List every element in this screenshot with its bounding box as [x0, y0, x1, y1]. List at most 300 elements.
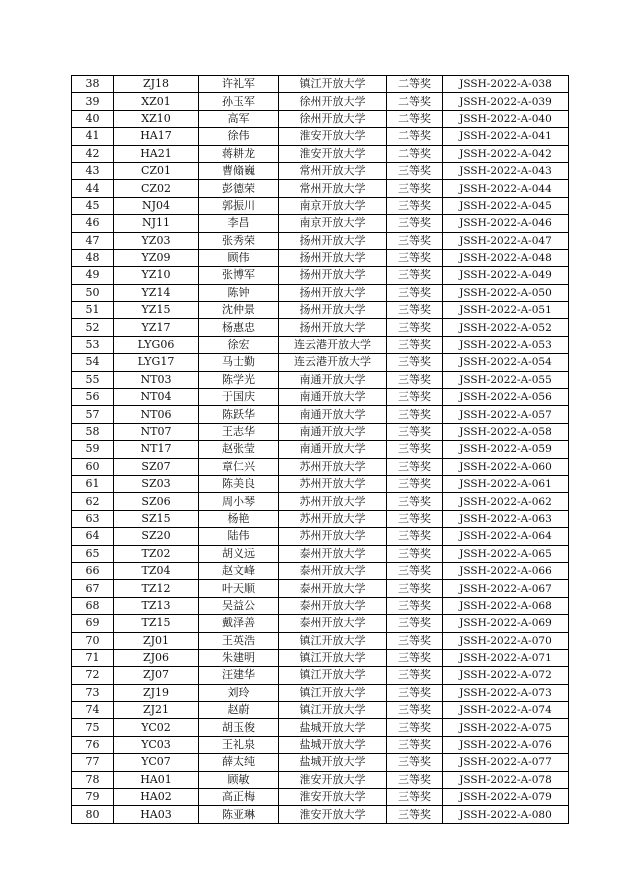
award-level-cell: 三等奖 [387, 771, 443, 788]
row-number-cell: 42 [72, 145, 114, 162]
school-cell: 扬州开放大学 [279, 319, 387, 336]
row-number-cell: 41 [72, 128, 114, 145]
table-row [72, 597, 569, 614]
certificate-number-cell: JSSH-2022-A-040 [443, 110, 569, 127]
participant-name-cell: 刘玲 [199, 684, 279, 701]
participant-code-cell: YZ09 [114, 249, 199, 266]
row-number-cell: 45 [72, 197, 114, 214]
row-number-cell: 46 [72, 215, 114, 232]
row-number-cell: 66 [72, 562, 114, 579]
participant-code-cell: ZJ06 [114, 649, 199, 666]
award-level-cell: 三等奖 [387, 441, 443, 458]
participant-name-cell: 陈亚琳 [199, 806, 279, 823]
school-cell: 泰州开放大学 [279, 580, 387, 597]
award-level-cell: 三等奖 [387, 162, 443, 179]
certificate-number-cell: JSSH-2022-A-066 [443, 562, 569, 579]
award-level-cell: 三等奖 [387, 371, 443, 388]
participant-code-cell: HA03 [114, 806, 199, 823]
table-row [72, 232, 569, 249]
participant-name-cell: 高正梅 [199, 789, 279, 806]
table-row [72, 562, 569, 579]
certificate-number-cell: JSSH-2022-A-059 [443, 441, 569, 458]
participant-name-cell: 王礼泉 [199, 736, 279, 753]
certificate-number-cell: JSSH-2022-A-064 [443, 528, 569, 545]
participant-name-cell: 戴泽善 [199, 615, 279, 632]
certificate-number-cell: JSSH-2022-A-061 [443, 475, 569, 492]
row-number-cell: 77 [72, 754, 114, 771]
participant-name-cell: 叶天顺 [199, 580, 279, 597]
certificate-number-cell: JSSH-2022-A-045 [443, 197, 569, 214]
certificate-number-cell: JSSH-2022-A-058 [443, 423, 569, 440]
school-cell: 镇江开放大学 [279, 649, 387, 666]
award-level-cell: 三等奖 [387, 754, 443, 771]
certificate-number-cell: JSSH-2022-A-060 [443, 458, 569, 475]
participant-name-cell: 于国庆 [199, 389, 279, 406]
award-level-cell: 三等奖 [387, 302, 443, 319]
award-level-cell: 三等奖 [387, 615, 443, 632]
table-row [72, 284, 569, 301]
participant-name-cell: 吴益公 [199, 597, 279, 614]
school-cell: 淮安开放大学 [279, 789, 387, 806]
row-number-cell: 44 [72, 180, 114, 197]
row-number-cell: 40 [72, 110, 114, 127]
school-cell: 徐州开放大学 [279, 93, 387, 110]
certificate-number-cell: JSSH-2022-A-056 [443, 389, 569, 406]
table-row [72, 649, 569, 666]
school-cell: 南京开放大学 [279, 215, 387, 232]
participant-code-cell: CZ02 [114, 180, 199, 197]
participant-code-cell: SZ07 [114, 458, 199, 475]
school-cell: 盐城开放大学 [279, 736, 387, 753]
award-level-cell: 三等奖 [387, 249, 443, 266]
school-cell: 苏州开放大学 [279, 510, 387, 527]
award-level-cell: 三等奖 [387, 667, 443, 684]
participant-name-cell: 赵张莹 [199, 441, 279, 458]
award-level-cell: 三等奖 [387, 719, 443, 736]
participant-name-cell: 陈美良 [199, 475, 279, 492]
participant-name-cell: 杨艳 [199, 510, 279, 527]
school-cell: 扬州开放大学 [279, 232, 387, 249]
certificate-number-cell: JSSH-2022-A-046 [443, 215, 569, 232]
certificate-number-cell: JSSH-2022-A-065 [443, 545, 569, 562]
school-cell: 苏州开放大学 [279, 475, 387, 492]
participant-code-cell: NT17 [114, 441, 199, 458]
participant-name-cell: 周小琴 [199, 493, 279, 510]
table-row [72, 702, 569, 719]
school-cell: 南通开放大学 [279, 406, 387, 423]
participant-name-cell: 郭振川 [199, 197, 279, 214]
award-level-cell: 三等奖 [387, 389, 443, 406]
school-cell: 南通开放大学 [279, 371, 387, 388]
award-level-cell: 三等奖 [387, 197, 443, 214]
table-row [72, 215, 569, 232]
row-number-cell: 71 [72, 649, 114, 666]
school-cell: 常州开放大学 [279, 180, 387, 197]
participant-code-cell: TZ15 [114, 615, 199, 632]
participant-name-cell: 赵蔚 [199, 702, 279, 719]
participant-code-cell: LYG17 [114, 354, 199, 371]
certificate-number-cell: JSSH-2022-A-062 [443, 493, 569, 510]
certificate-number-cell: JSSH-2022-A-043 [443, 162, 569, 179]
award-level-cell: 三等奖 [387, 528, 443, 545]
participant-name-cell: 张秀荣 [199, 232, 279, 249]
participant-code-cell: SZ06 [114, 493, 199, 510]
participant-code-cell: ZJ18 [114, 76, 199, 93]
certificate-number-cell: JSSH-2022-A-054 [443, 354, 569, 371]
school-cell: 镇江开放大学 [279, 632, 387, 649]
row-number-cell: 62 [72, 493, 114, 510]
row-number-cell: 59 [72, 441, 114, 458]
certificate-number-cell: JSSH-2022-A-038 [443, 76, 569, 93]
participant-code-cell: HA02 [114, 789, 199, 806]
participant-name-cell: 顾敏 [199, 771, 279, 788]
table-row [72, 389, 569, 406]
table-row [72, 93, 569, 110]
row-number-cell: 57 [72, 406, 114, 423]
participant-name-cell: 王志华 [199, 423, 279, 440]
participant-code-cell: YZ15 [114, 302, 199, 319]
participant-code-cell: YZ14 [114, 284, 199, 301]
award-level-cell: 三等奖 [387, 510, 443, 527]
row-number-cell: 39 [72, 93, 114, 110]
participant-name-cell: 朱建明 [199, 649, 279, 666]
table-row [72, 736, 569, 753]
participant-code-cell: TZ12 [114, 580, 199, 597]
participant-name-cell: 蒋耕龙 [199, 145, 279, 162]
award-level-cell: 三等奖 [387, 545, 443, 562]
participant-code-cell: CZ01 [114, 162, 199, 179]
school-cell: 南通开放大学 [279, 389, 387, 406]
table-row [72, 789, 569, 806]
certificate-number-cell: JSSH-2022-A-048 [443, 249, 569, 266]
participant-code-cell: NT06 [114, 406, 199, 423]
participant-code-cell: ZJ19 [114, 684, 199, 701]
row-number-cell: 50 [72, 284, 114, 301]
school-cell: 盐城开放大学 [279, 754, 387, 771]
award-level-cell: 三等奖 [387, 232, 443, 249]
table-row [72, 580, 569, 597]
certificate-number-cell: JSSH-2022-A-039 [443, 93, 569, 110]
table-row [72, 162, 569, 179]
school-cell: 淮安开放大学 [279, 771, 387, 788]
certificate-number-cell: JSSH-2022-A-050 [443, 284, 569, 301]
participant-code-cell: NT07 [114, 423, 199, 440]
awards-table-body [72, 76, 569, 824]
participant-name-cell: 胡义远 [199, 545, 279, 562]
row-number-cell: 70 [72, 632, 114, 649]
certificate-number-cell: JSSH-2022-A-075 [443, 719, 569, 736]
participant-code-cell: HA21 [114, 145, 199, 162]
row-number-cell: 63 [72, 510, 114, 527]
award-level-cell: 三等奖 [387, 789, 443, 806]
participant-code-cell: TZ13 [114, 597, 199, 614]
participant-code-cell: XZ01 [114, 93, 199, 110]
row-number-cell: 75 [72, 719, 114, 736]
participant-name-cell: 王英浩 [199, 632, 279, 649]
table-row [72, 354, 569, 371]
school-cell: 南京开放大学 [279, 197, 387, 214]
school-cell: 南通开放大学 [279, 423, 387, 440]
row-number-cell: 72 [72, 667, 114, 684]
school-cell: 镇江开放大学 [279, 667, 387, 684]
school-cell: 徐州开放大学 [279, 110, 387, 127]
table-row [72, 128, 569, 145]
award-level-cell: 三等奖 [387, 458, 443, 475]
award-level-cell: 三等奖 [387, 736, 443, 753]
table-row [72, 684, 569, 701]
table-row [72, 249, 569, 266]
award-level-cell: 二等奖 [387, 110, 443, 127]
award-level-cell: 三等奖 [387, 580, 443, 597]
row-number-cell: 55 [72, 371, 114, 388]
row-number-cell: 51 [72, 302, 114, 319]
row-number-cell: 65 [72, 545, 114, 562]
row-number-cell: 52 [72, 319, 114, 336]
row-number-cell: 56 [72, 389, 114, 406]
school-cell: 苏州开放大学 [279, 493, 387, 510]
participant-code-cell: HA17 [114, 128, 199, 145]
table-row [72, 615, 569, 632]
participant-code-cell: YZ03 [114, 232, 199, 249]
award-level-cell: 三等奖 [387, 180, 443, 197]
certificate-number-cell: JSSH-2022-A-070 [443, 632, 569, 649]
school-cell: 连云港开放大学 [279, 336, 387, 353]
row-number-cell: 64 [72, 528, 114, 545]
certificate-number-cell: JSSH-2022-A-080 [443, 806, 569, 823]
row-number-cell: 47 [72, 232, 114, 249]
participant-name-cell: 高军 [199, 110, 279, 127]
participant-code-cell: YZ10 [114, 267, 199, 284]
table-row [72, 754, 569, 771]
school-cell: 扬州开放大学 [279, 284, 387, 301]
award-level-cell: 三等奖 [387, 493, 443, 510]
row-number-cell: 78 [72, 771, 114, 788]
table-row [72, 719, 569, 736]
school-cell: 淮安开放大学 [279, 128, 387, 145]
table-row [72, 458, 569, 475]
participant-code-cell: TZ04 [114, 562, 199, 579]
award-level-cell: 三等奖 [387, 806, 443, 823]
certificate-number-cell: JSSH-2022-A-049 [443, 267, 569, 284]
participant-code-cell: LYG06 [114, 336, 199, 353]
table-row [72, 267, 569, 284]
participant-name-cell: 汪建华 [199, 667, 279, 684]
award-level-cell: 三等奖 [387, 354, 443, 371]
participant-code-cell: YC07 [114, 754, 199, 771]
award-level-cell: 三等奖 [387, 684, 443, 701]
table-row [72, 528, 569, 545]
certificate-number-cell: JSSH-2022-A-063 [443, 510, 569, 527]
award-level-cell: 三等奖 [387, 267, 443, 284]
row-number-cell: 38 [72, 76, 114, 93]
participant-code-cell: NT04 [114, 389, 199, 406]
participant-name-cell: 徐伟 [199, 128, 279, 145]
row-number-cell: 54 [72, 354, 114, 371]
participant-code-cell: SZ15 [114, 510, 199, 527]
school-cell: 镇江开放大学 [279, 76, 387, 93]
certificate-number-cell: JSSH-2022-A-079 [443, 789, 569, 806]
row-number-cell: 79 [72, 789, 114, 806]
row-number-cell: 74 [72, 702, 114, 719]
row-number-cell: 53 [72, 336, 114, 353]
award-level-cell: 三等奖 [387, 475, 443, 492]
award-level-cell: 三等奖 [387, 649, 443, 666]
participant-name-cell: 许礼军 [199, 76, 279, 93]
participant-code-cell: ZJ01 [114, 632, 199, 649]
participant-code-cell: HA01 [114, 771, 199, 788]
table-row [72, 145, 569, 162]
row-number-cell: 61 [72, 475, 114, 492]
school-cell: 泰州开放大学 [279, 545, 387, 562]
participant-code-cell: YC02 [114, 719, 199, 736]
row-number-cell: 73 [72, 684, 114, 701]
award-level-cell: 三等奖 [387, 423, 443, 440]
awards-table [71, 75, 569, 824]
table-row [72, 423, 569, 440]
school-cell: 常州开放大学 [279, 162, 387, 179]
award-level-cell: 三等奖 [387, 336, 443, 353]
certificate-number-cell: JSSH-2022-A-052 [443, 319, 569, 336]
certificate-number-cell: JSSH-2022-A-041 [443, 128, 569, 145]
participant-name-cell: 陈钟 [199, 284, 279, 301]
certificate-number-cell: JSSH-2022-A-053 [443, 336, 569, 353]
table-row [72, 493, 569, 510]
participant-code-cell: SZ03 [114, 475, 199, 492]
certificate-number-cell: JSSH-2022-A-057 [443, 406, 569, 423]
award-level-cell: 二等奖 [387, 145, 443, 162]
table-row [72, 667, 569, 684]
certificate-number-cell: JSSH-2022-A-051 [443, 302, 569, 319]
row-number-cell: 60 [72, 458, 114, 475]
award-level-cell: 二等奖 [387, 76, 443, 93]
school-cell: 镇江开放大学 [279, 702, 387, 719]
table-row [72, 475, 569, 492]
school-cell: 扬州开放大学 [279, 267, 387, 284]
table-row [72, 302, 569, 319]
participant-name-cell: 沈仲景 [199, 302, 279, 319]
participant-name-cell: 曹翛巍 [199, 162, 279, 179]
certificate-number-cell: JSSH-2022-A-069 [443, 615, 569, 632]
certificate-number-cell: JSSH-2022-A-074 [443, 702, 569, 719]
participant-code-cell: NT03 [114, 371, 199, 388]
school-cell: 镇江开放大学 [279, 684, 387, 701]
participant-code-cell: ZJ07 [114, 667, 199, 684]
school-cell: 南通开放大学 [279, 441, 387, 458]
participant-code-cell: ZJ21 [114, 702, 199, 719]
row-number-cell: 68 [72, 597, 114, 614]
certificate-number-cell: JSSH-2022-A-077 [443, 754, 569, 771]
participant-name-cell: 徐宏 [199, 336, 279, 353]
table-row [72, 76, 569, 93]
row-number-cell: 69 [72, 615, 114, 632]
participant-name-cell: 陈跃华 [199, 406, 279, 423]
award-level-cell: 二等奖 [387, 93, 443, 110]
row-number-cell: 43 [72, 162, 114, 179]
certificate-number-cell: JSSH-2022-A-078 [443, 771, 569, 788]
table-row [72, 371, 569, 388]
table-row [72, 319, 569, 336]
participant-name-cell: 孙玉军 [199, 93, 279, 110]
participant-name-cell: 赵文峰 [199, 562, 279, 579]
participant-code-cell: NJ04 [114, 197, 199, 214]
school-cell: 扬州开放大学 [279, 249, 387, 266]
school-cell: 苏州开放大学 [279, 528, 387, 545]
row-number-cell: 76 [72, 736, 114, 753]
certificate-number-cell: JSSH-2022-A-044 [443, 180, 569, 197]
participant-name-cell: 杨惠忠 [199, 319, 279, 336]
school-cell: 苏州开放大学 [279, 458, 387, 475]
school-cell: 淮安开放大学 [279, 145, 387, 162]
certificate-number-cell: JSSH-2022-A-068 [443, 597, 569, 614]
certificate-number-cell: JSSH-2022-A-073 [443, 684, 569, 701]
participant-name-cell: 薛太纯 [199, 754, 279, 771]
table-row [72, 771, 569, 788]
award-level-cell: 二等奖 [387, 128, 443, 145]
participant-name-cell: 张博军 [199, 267, 279, 284]
participant-code-cell: YC03 [114, 736, 199, 753]
participant-name-cell: 顾伟 [199, 249, 279, 266]
school-cell: 扬州开放大学 [279, 302, 387, 319]
participant-name-cell: 陈学光 [199, 371, 279, 388]
award-level-cell: 三等奖 [387, 702, 443, 719]
participant-code-cell: TZ02 [114, 545, 199, 562]
certificate-number-cell: JSSH-2022-A-076 [443, 736, 569, 753]
participant-code-cell: SZ20 [114, 528, 199, 545]
participant-code-cell: XZ10 [114, 110, 199, 127]
participant-name-cell: 李昌 [199, 215, 279, 232]
school-cell: 泰州开放大学 [279, 597, 387, 614]
school-cell: 泰州开放大学 [279, 562, 387, 579]
certificate-number-cell: JSSH-2022-A-042 [443, 145, 569, 162]
certificate-number-cell: JSSH-2022-A-055 [443, 371, 569, 388]
participant-name-cell: 彭德荣 [199, 180, 279, 197]
award-level-cell: 三等奖 [387, 319, 443, 336]
table-row [72, 180, 569, 197]
table-row [72, 441, 569, 458]
table-row [72, 632, 569, 649]
table-row [72, 110, 569, 127]
award-level-cell: 三等奖 [387, 406, 443, 423]
award-level-cell: 三等奖 [387, 284, 443, 301]
participant-code-cell: YZ17 [114, 319, 199, 336]
table-row [72, 197, 569, 214]
school-cell: 连云港开放大学 [279, 354, 387, 371]
row-number-cell: 58 [72, 423, 114, 440]
table-row [72, 406, 569, 423]
participant-code-cell: NJ11 [114, 215, 199, 232]
table-row [72, 336, 569, 353]
participant-name-cell: 章仁兴 [199, 458, 279, 475]
table-row [72, 510, 569, 527]
certificate-number-cell: JSSH-2022-A-071 [443, 649, 569, 666]
award-level-cell: 三等奖 [387, 562, 443, 579]
row-number-cell: 48 [72, 249, 114, 266]
certificate-number-cell: JSSH-2022-A-067 [443, 580, 569, 597]
school-cell: 淮安开放大学 [279, 806, 387, 823]
award-level-cell: 三等奖 [387, 215, 443, 232]
row-number-cell: 49 [72, 267, 114, 284]
school-cell: 盐城开放大学 [279, 719, 387, 736]
participant-name-cell: 陆伟 [199, 528, 279, 545]
table-row [72, 806, 569, 823]
certificate-number-cell: JSSH-2022-A-072 [443, 667, 569, 684]
school-cell: 泰州开放大学 [279, 615, 387, 632]
certificate-number-cell: JSSH-2022-A-047 [443, 232, 569, 249]
award-level-cell: 三等奖 [387, 597, 443, 614]
table-row [72, 545, 569, 562]
row-number-cell: 80 [72, 806, 114, 823]
row-number-cell: 67 [72, 580, 114, 597]
